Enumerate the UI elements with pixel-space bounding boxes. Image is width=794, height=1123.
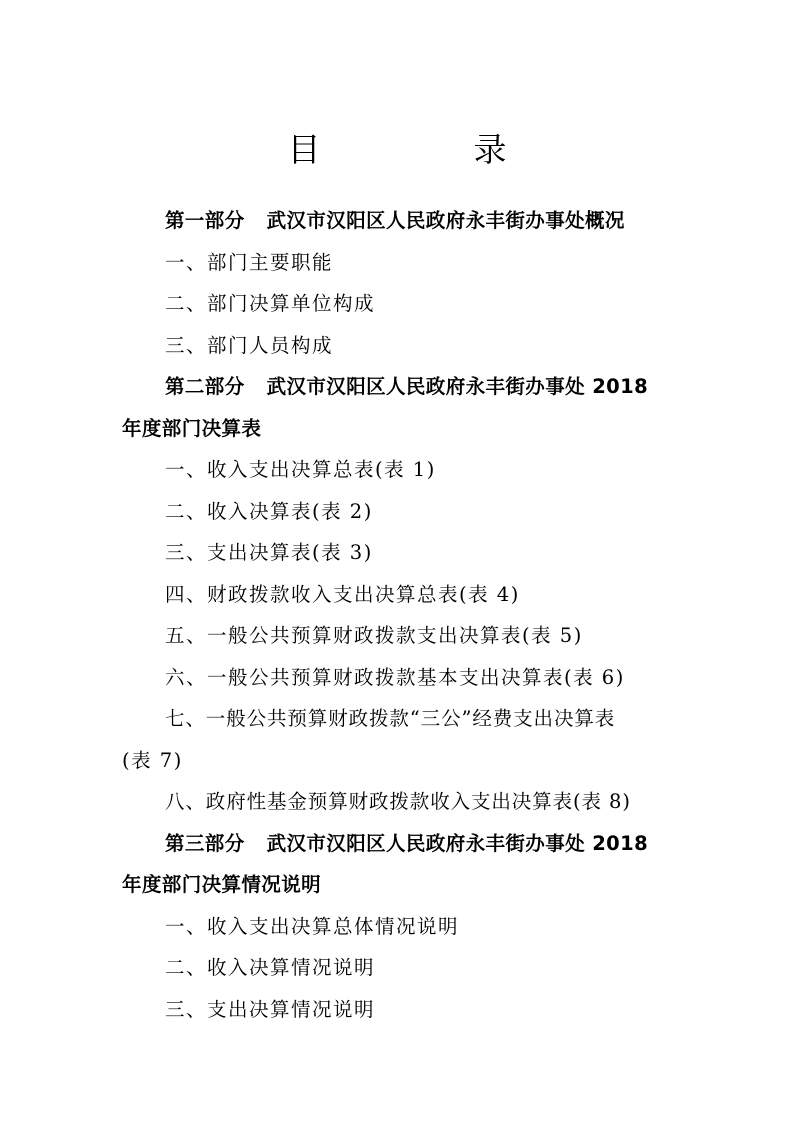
toc-part-3-heading[interactable]	[122, 823, 662, 865]
toc-entry[interactable]: 五、一般公共预算财政拨款支出决算表(表 5)	[165, 624, 583, 647]
toc-entry[interactable]: 三、部门人员构成	[165, 333, 334, 357]
table-of-contents	[122, 200, 662, 1030]
toc-entry[interactable]: 一、部门主要职能	[165, 250, 334, 274]
toc-entry[interactable]: 三、支出决算表(表 3)	[165, 541, 373, 564]
toc-entry[interactable]: 二、收入决算情况说明	[165, 956, 376, 979]
toc-entry[interactable]: 八、政府性基金预算财政拨款收入支出决算表(表 8)	[165, 790, 631, 813]
toc-entry[interactable]: 一、收入支出决算总体情况说明	[165, 914, 460, 938]
toc-part-2-heading-continuation[interactable]: 年度部门决算表	[122, 416, 262, 440]
part-label: 第三部分	[165, 831, 245, 855]
part-label: 第二部分	[165, 375, 245, 398]
part-subject: 武汉市汉阳区人民政府永丰街办事处概况	[266, 209, 625, 232]
toc-entry[interactable]: 二、部门决算单位构成	[165, 292, 376, 315]
toc-entry[interactable]: 三、支出决算情况说明	[165, 997, 376, 1021]
page-title: 目 录	[287, 130, 567, 169]
toc-part-1-heading[interactable]	[122, 200, 662, 242]
toc-part-2-heading[interactable]	[122, 366, 662, 408]
part-subject: 武汉市汉阳区人民政府永丰街办事处 2018	[266, 375, 649, 398]
part-label: 第一部分	[165, 209, 245, 232]
toc-entry[interactable]: 七、一般公共预算财政拨款“三公”经费支出决算表	[165, 707, 616, 730]
toc-entry-continuation[interactable]: (表 7)	[122, 748, 183, 772]
toc-entry[interactable]: 二、收入决算表(表 2)	[165, 499, 373, 523]
toc-entry[interactable]: 六、一般公共预算财政拨款基本支出决算表(表 6)	[165, 665, 625, 689]
toc-entry[interactable]: 一、收入支出决算总表(表 1)	[165, 458, 436, 481]
part-subject: 武汉市汉阳区人民政府永丰街办事处 2018	[266, 831, 649, 855]
toc-entry[interactable]: 四、财政拨款收入支出决算总表(表 4)	[165, 582, 520, 606]
toc-part-3-heading-continuation[interactable]: 年度部门决算情况说明	[122, 873, 322, 896]
